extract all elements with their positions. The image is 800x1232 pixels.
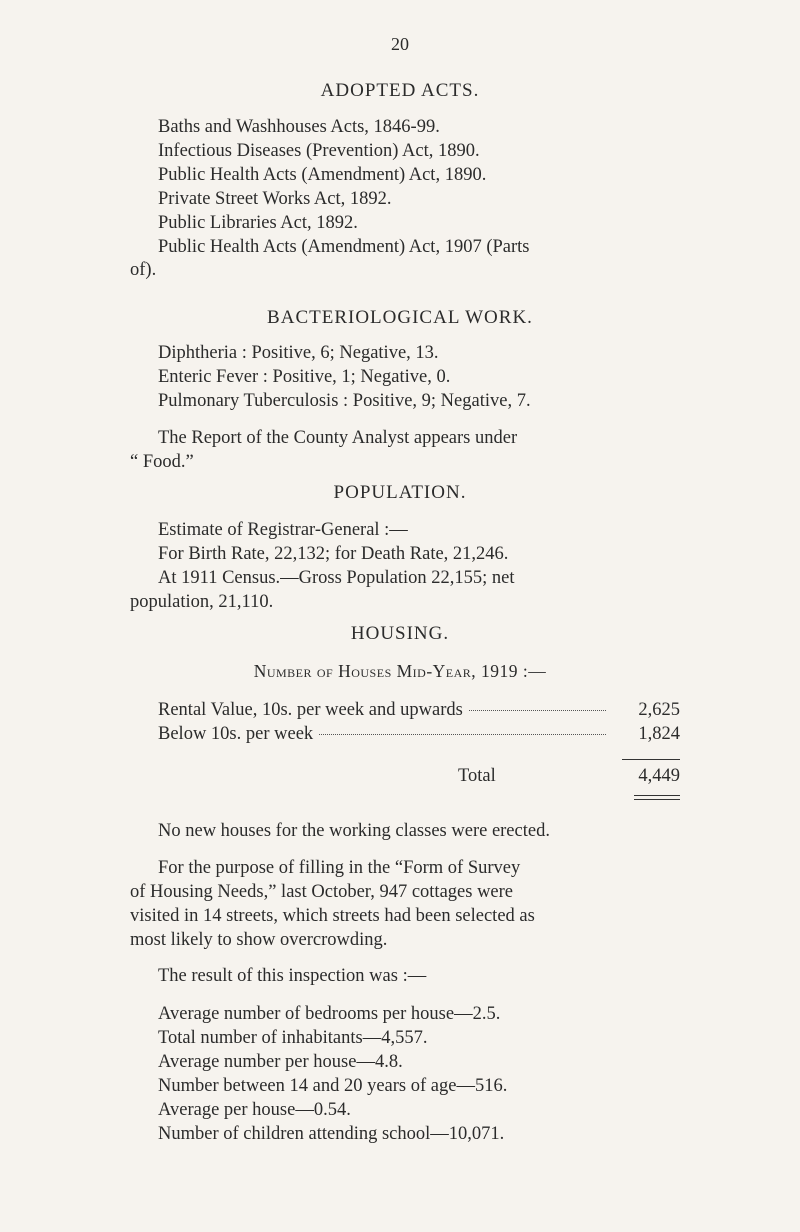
inspection-result-item: Average number per house—4.8.	[158, 1052, 403, 1072]
housing-table-row	[158, 700, 680, 721]
inspection-result-item: Average number of bedrooms per house—2.5.	[158, 1004, 501, 1024]
adopted-act-item-continued: of).	[130, 260, 157, 280]
population-heading: POPULATION.	[333, 482, 467, 503]
county-analyst-note-continued: “ Food.”	[130, 452, 194, 472]
survey-paragraph: most likely to show overcrowding.	[130, 930, 388, 950]
inspection-result-item: Total number of inhabitants—4,557.	[158, 1028, 428, 1048]
houses-mid-year-subheading: Number of Houses Mid-Year, 1919 :—	[253, 661, 547, 681]
adopted-act-item: Private Street Works Act, 1892.	[158, 189, 392, 209]
population-line: Estimate of Registrar-General :—	[158, 520, 408, 540]
page-number: 20	[391, 34, 409, 54]
adopted-act-item: Public Libraries Act, 1892.	[158, 213, 358, 233]
leader-dots	[319, 734, 606, 735]
inspection-result-item: Number between 14 and 20 years of age—516.	[158, 1076, 508, 1096]
leader-dots	[469, 710, 606, 711]
adopted-act-item: Public Health Acts (Amendment) Act, 1907 (Parts	[158, 237, 530, 257]
housing-row-label: Rental Value, 10s. per week and upwards	[158, 700, 463, 720]
bacteriological-item: Enteric Fever : Positive, 1; Negative, 0.	[158, 367, 451, 387]
survey-paragraph: visited in 14 streets, which streets had been selected as	[130, 906, 535, 926]
total-label: Total	[458, 766, 496, 786]
population-line: For Birth Rate, 22,132; for Death Rate, 21,246.	[158, 544, 509, 564]
housing-row-value: 1,824	[638, 724, 680, 744]
total-value: 4,449	[638, 766, 680, 786]
housing-heading: HOUSING.	[350, 623, 450, 644]
population-line: population, 21,110.	[130, 592, 274, 612]
housing-row-value: 2,625	[638, 700, 680, 720]
inspection-result-intro: The result of this inspection was :—	[158, 966, 427, 986]
bacteriological-heading: BACTERIOLOGICAL WORK.	[267, 307, 533, 328]
housing-row-label: Below 10s. per week	[158, 724, 314, 744]
housing-paragraph: No new houses for the working classes were erected.	[158, 821, 550, 841]
inspection-result-item: Average per house—0.54.	[158, 1100, 351, 1120]
bacteriological-item: Diphtheria : Positive, 6; Negative, 13.	[158, 343, 439, 363]
bacteriological-item: Pulmonary Tuberculosis : Positive, 9; Negative, 7.	[158, 391, 531, 411]
adopted-act-item: Baths and Washhouses Acts, 1846-99.	[158, 117, 440, 137]
adopted-acts-heading: ADOPTED ACTS.	[320, 80, 480, 101]
total-double-rule	[634, 795, 680, 800]
survey-paragraph: of Housing Needs,” last October, 947 cottages were	[130, 882, 514, 902]
housing-table-row	[158, 724, 680, 745]
inspection-result-item: Number of children attending school—10,071.	[158, 1124, 505, 1144]
county-analyst-note: The Report of the County Analyst appears under	[158, 428, 518, 448]
population-line: At 1911 Census.—Gross Population 22,155; net	[158, 568, 515, 588]
sum-rule	[622, 759, 680, 760]
adopted-act-item: Infectious Diseases (Prevention) Act, 1890.	[158, 141, 480, 161]
adopted-act-item: Public Health Acts (Amendment) Act, 1890.	[158, 165, 487, 185]
survey-paragraph: For the purpose of filling in the “Form of Survey	[158, 858, 521, 878]
